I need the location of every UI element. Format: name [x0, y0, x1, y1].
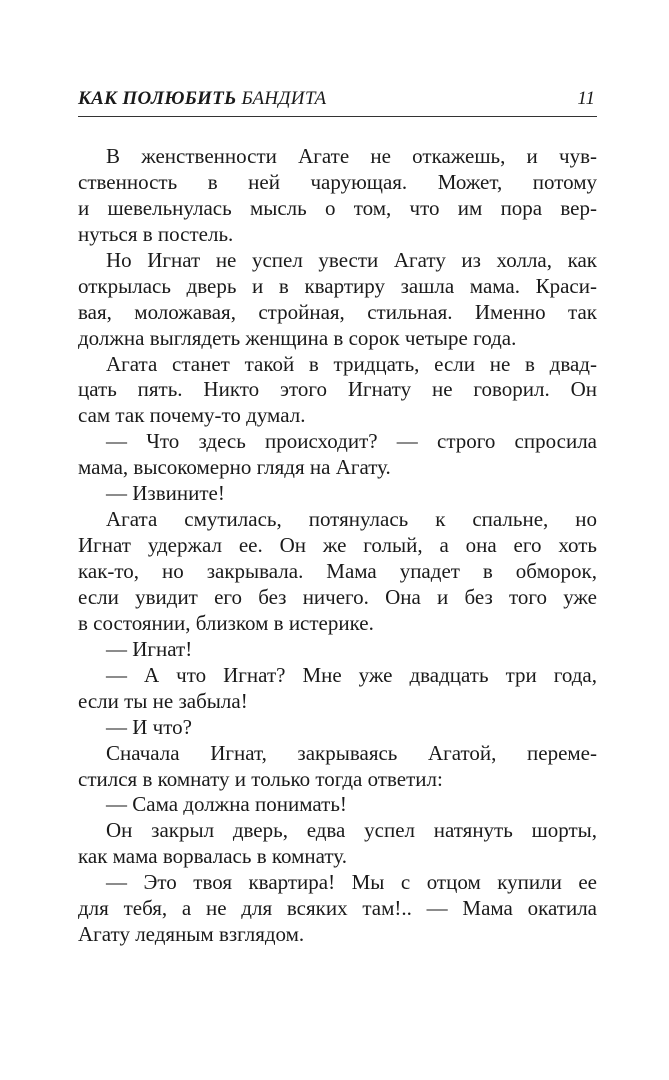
- page-body-text: [78, 144, 597, 948]
- text-line: В женственности Агате не откажешь, и чув-: [106, 144, 597, 168]
- paragraph: [78, 792, 597, 818]
- book-title: [78, 88, 326, 110]
- paragraph: [78, 870, 597, 948]
- text-line: — Игнат!: [106, 636, 193, 661]
- text-line: Агата станет такой в тридцать, если не в двад-: [106, 351, 597, 376]
- book-title-bold: КАК ПОЛЮБИТЬ: [78, 88, 237, 109]
- paragraph: [78, 429, 597, 481]
- text-line: как мама ворвалась в комнату.: [78, 844, 347, 869]
- text-line: Агату ледяным взглядом.: [78, 922, 305, 947]
- paragraph: [78, 352, 597, 430]
- text-line: стился в комнату и только тогда ответил:: [78, 766, 443, 791]
- paragraph: [78, 144, 597, 248]
- paragraph: [78, 248, 597, 352]
- paragraph: [78, 637, 597, 663]
- text-line: Сначала Игнат, закрываясь Агатой, переме-: [106, 740, 597, 765]
- running-header: [78, 86, 597, 117]
- text-line: вая, моложавая, стройная, стильная. Именно так: [78, 299, 597, 324]
- text-line: для тебя, а не для всяких там!.. — Мама окатила: [78, 896, 597, 921]
- paragraph: [78, 507, 597, 637]
- text-line: если ты не забыла!: [78, 688, 248, 713]
- paragraph: [78, 715, 597, 741]
- text-line: Но Игнат не успел увести Агату из холла, как: [106, 247, 597, 272]
- text-line: — А что Игнат? Мне уже двадцать три года,: [106, 662, 597, 687]
- text-line: Агата смутилась, потянулась к спальне, но: [106, 507, 597, 532]
- text-line: если увидит его без ничего. Она и без того уже: [78, 584, 597, 609]
- paragraph: [78, 818, 597, 870]
- text-line: цать пять. Никто этого Игнату не говорил. Он: [78, 377, 597, 402]
- text-line: — Извините!: [106, 481, 225, 506]
- text-line: — Это твоя квартира! Мы с отцом купили ее: [106, 870, 597, 895]
- text-line: должна выглядеть женщина в сорок четыре года.: [78, 325, 517, 350]
- paragraph: [78, 663, 597, 715]
- page-number: 11: [577, 88, 595, 109]
- paragraph: [78, 481, 597, 507]
- text-line: ственность в ней чарующая. Может, потому: [78, 169, 597, 194]
- text-line: — Что здесь происходит? — строго спросила: [106, 429, 597, 454]
- text-line: сам так почему-то думал.: [78, 403, 306, 428]
- text-line: в состоянии, близком в истерике.: [78, 610, 374, 635]
- text-line: — И что?: [106, 714, 192, 739]
- text-line: как-то, но закрывала. Мама упадет в обморок,: [78, 559, 597, 583]
- paragraph: [78, 741, 597, 793]
- text-line: — Сама должна понимать!: [106, 792, 347, 817]
- text-line: мама, высокомерно глядя на Агату.: [78, 455, 391, 480]
- text-line: и шевельнулась мысль о том, что им пора вер-: [78, 195, 597, 220]
- book-title-rest: БАНДИТА: [241, 88, 327, 109]
- text-line: Он закрыл дверь, едва успел натянуть шорты,: [106, 818, 597, 843]
- text-line: открылась дверь и в квартиру зашла мама. Краси-: [78, 273, 597, 298]
- text-line: нуться в постель.: [78, 221, 234, 246]
- text-line: Игнат удержал ее. Он же голый, а она его хоть: [78, 533, 597, 558]
